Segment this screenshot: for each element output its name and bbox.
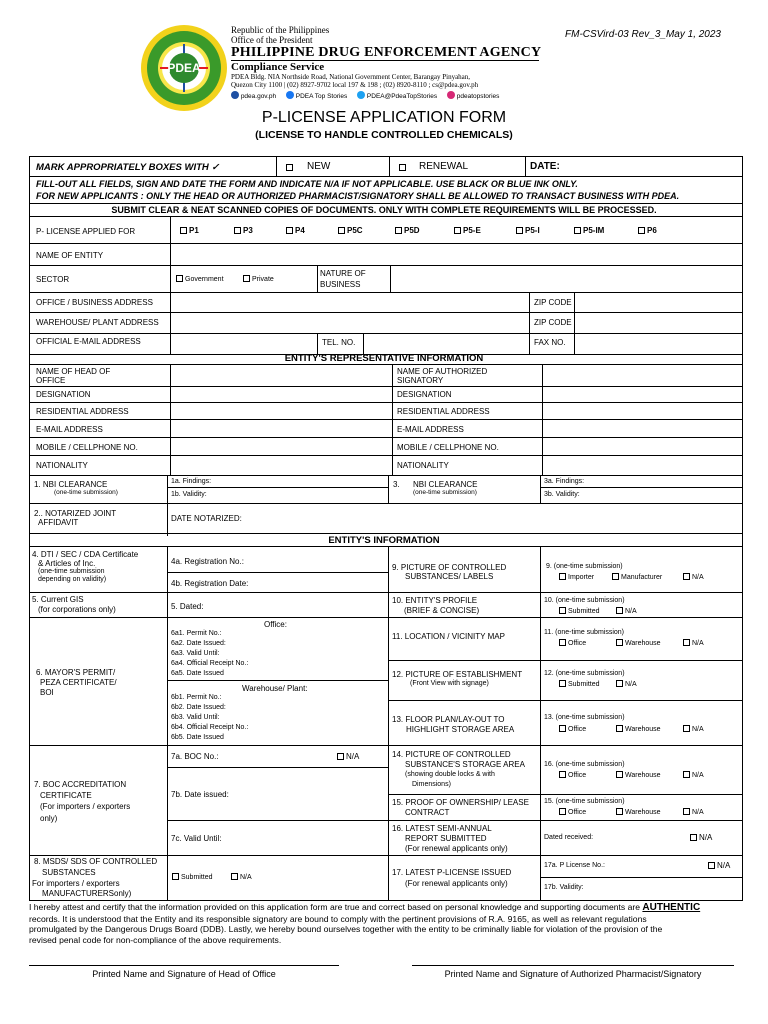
item-15-office-checkbox[interactable]: Office	[559, 808, 586, 817]
warehouse-address-label: WAREHOUSE/ PLANT ADDRESS	[36, 318, 159, 327]
item-13-check-label: 13. (one-time submission)	[544, 714, 625, 721]
web-link[interactable]: pdea.gov.ph	[240, 93, 277, 100]
importer-checkbox[interactable]: Importer	[559, 573, 594, 582]
mark-label: MARK APPROPRIATELY BOXES WITH ✓	[36, 162, 220, 173]
item-15-label-1: 15. PROOF OF OWNERSHIP/ LEASE	[392, 798, 529, 807]
item-17-label-2: (For renewal applicants only)	[405, 879, 508, 888]
logo-text: PDEA	[167, 61, 201, 75]
agency-name: PHILIPPINE DRUG ENFORCEMENT AGENCY	[231, 45, 542, 60]
form-code: FM-CSVird-03 Rev_3_May 1, 2023	[565, 29, 721, 40]
office-item-1: 6a1. Permit No.:	[171, 630, 222, 637]
item-15-warehouse-checkbox[interactable]: Warehouse	[616, 808, 661, 817]
item-14-label-1: 14. PICTURE OF CONTROLLED	[392, 750, 511, 759]
item-11-na-checkbox[interactable]: N/A	[683, 639, 704, 648]
item-11-check-label: 11. (one-time submission)	[544, 629, 625, 636]
item-16-label-3: (For renewal applicants only)	[405, 844, 508, 853]
new-checkbox[interactable]	[286, 162, 295, 172]
license-option-p3[interactable]: P3	[234, 226, 253, 235]
item-10-check-label: 10. (one-time submission)	[544, 597, 625, 604]
license-label: P- LICENSE APPLIED FOR	[36, 227, 136, 236]
item-12-na-checkbox[interactable]: N/A	[616, 680, 637, 689]
boc-date-issued-label: 7b. Date issued:	[171, 790, 229, 799]
item-17-na-checkbox[interactable]: N/A	[708, 861, 730, 870]
item-12-label-1: 12. PICTURE OF ESTABLISHMENT	[392, 670, 523, 679]
item-11-warehouse-checkbox[interactable]: Warehouse	[616, 639, 661, 648]
designation-label-1: DESIGNATION	[36, 390, 91, 399]
fax-label: FAX NO.	[534, 338, 566, 347]
item-16-label-1: 16. LATEST SEMI-ANNUAL	[392, 824, 492, 833]
rep-email-label-2: E-MAIL ADDRESS	[397, 425, 464, 434]
auth-signatory-label-1: NAME OF AUTHORIZED	[397, 367, 488, 376]
item-9-label-1: 9. PICTURE OF CONTROLLED	[392, 563, 507, 572]
item-17-label-1: 17. LATEST P-LICENSE ISSUED	[392, 868, 512, 877]
office-item-2: 6a2. Date Issued:	[171, 640, 226, 647]
instagram-link[interactable]: pdeatopstories	[456, 93, 500, 100]
attestation-text	[29, 902, 743, 945]
validity-1b: 1b. Validity:	[171, 491, 207, 498]
auth-signatory-label-2: SIGNATORY	[397, 376, 444, 385]
mayor-label-3: BOI	[40, 688, 54, 697]
email-label: OFFICIAL E-MAIL ADDRESS	[36, 337, 141, 346]
zip-code-label-2: ZIP CODE	[534, 318, 572, 327]
manufacturer-checkbox[interactable]: Manufacturer	[612, 573, 662, 582]
msds-submitted-checkbox[interactable]: Submitted	[172, 873, 213, 882]
joint-affidavit-label-2: AFFIDAVIT	[38, 518, 79, 527]
mayor-label-1: 6. MAYOR'S PERMIT/	[36, 668, 116, 677]
office-item-4: 6a4. Official Receipt No.:	[171, 660, 249, 667]
warehouse-item-3: 6b3. Valid Until:	[171, 714, 220, 721]
warehouse-item-4: 6b4. Official Receipt No.:	[171, 724, 249, 731]
renewal-checkbox[interactable]	[399, 162, 408, 172]
residential-label-1: RESIDENTIAL ADDRESS	[36, 407, 129, 416]
nationality-label-2: NATIONALITY	[397, 461, 449, 470]
sector-label: SECTOR	[36, 275, 70, 284]
compliance-service-text: Compliance Service	[231, 61, 325, 73]
mobile-label-2: MOBILE / CELLPHONE NO.	[397, 443, 499, 452]
license-option-p4[interactable]: P4	[286, 226, 305, 235]
findings-3a: 3a. Findings:	[544, 478, 585, 485]
mobile-label-1: MOBILE / CELLPHONE NO.	[36, 443, 138, 452]
joint-affidavit-label-1: 2.. NOTARIZED JOINT	[34, 509, 117, 518]
nbi-sub-3: (one-time submission)	[413, 489, 477, 496]
boc-label-2: CERTIFICATE	[40, 791, 92, 800]
nbi-label-3: NBI CLEARANCE	[413, 480, 478, 489]
item-13-na-checkbox[interactable]: N/A	[683, 725, 704, 734]
msds-na-checkbox[interactable]: N/A	[231, 873, 252, 882]
p-license-validity-label: 17b. Validity:	[544, 884, 584, 891]
date-label: DATE:	[530, 161, 560, 172]
head-signature-line[interactable]	[29, 965, 339, 966]
dti-label-3: (one-time submission	[38, 568, 105, 575]
warehouse-item-5: 6b5. Date Issued	[171, 734, 224, 741]
attestation-line-3: promulgated by the Dangerous Drugs Board (DDB). Lastly, we hereby bound ourselves together with the entity to be criminally liable for violation of the provision of the	[29, 924, 663, 934]
office-item-5: 6a5. Date Issued	[171, 670, 224, 677]
entity-name-field[interactable]	[171, 244, 742, 264]
warehouse-item-2: 6b2. Date Issued:	[171, 704, 226, 711]
item-13-warehouse-checkbox[interactable]: Warehouse	[616, 725, 661, 734]
mayor-label-2: PEZA CERTIFICATE/	[40, 678, 117, 687]
nature-label-1: NATURE OF	[320, 269, 366, 278]
attestation-line-4: revised penal code for non-compliance of the above requirements.	[29, 934, 282, 945]
item-14-warehouse-checkbox[interactable]: Warehouse	[616, 771, 661, 780]
designation-label-2: DESIGNATION	[397, 390, 452, 399]
zip-code-label-1: ZIP CODE	[534, 298, 572, 307]
license-option-p5d[interactable]: P5D	[395, 226, 420, 235]
p-license-no-label: 17a. P License No.:	[544, 862, 605, 869]
pharmacist-signature-label: Printed Name and Signature of Authorized Pharmacist/Signatory	[444, 969, 702, 979]
item-12-check-label: 12. (one-time submission)	[544, 670, 625, 677]
rep-heading: ENTITY'S REPRESENTATIVE INFORMATION	[284, 353, 484, 364]
findings-1a: 1a. Findings:	[171, 478, 212, 485]
item-16-dated-received-label: Dated received:	[544, 834, 594, 841]
private-checkbox[interactable]: Private	[243, 275, 274, 284]
address-line-1: PDEA Bldg. NIA Northside Road, National Government Center, Barangay Pinyahan,	[231, 73, 471, 81]
boc-label-4: only)	[40, 814, 58, 823]
item-16-label-2: REPORT SUBMITTED	[405, 834, 487, 843]
entity-name-label: NAME OF ENTITY	[36, 251, 104, 260]
dti-label-2: & Articles of Inc.	[38, 559, 96, 568]
instruction-line-1: FILL-OUT ALL FIELDS, SIGN AND DATE THE FORM AND INDICATE N/A IF NOT APPLICABLE. USE BLACK OR BLUE INK ONLY.	[36, 179, 578, 189]
office-item-3: 6a3. Valid Until:	[171, 650, 220, 657]
validity-3b: 3b. Validity:	[544, 491, 580, 498]
head-office-label-2: OFFICE	[36, 376, 66, 385]
item-15-na-checkbox[interactable]: N/A	[683, 808, 704, 817]
nbi-label-1: 1. NBI CLEARANCE	[34, 480, 108, 489]
nature-label-2: BUSINESS	[320, 280, 361, 289]
item-11-office-checkbox[interactable]: Office	[559, 639, 586, 648]
item-10-label-1: 10. ENTITY'S PROFILE	[392, 596, 478, 605]
item-16-na-checkbox[interactable]: N/A	[690, 833, 712, 842]
item-9-check-label: 9. (one-time submission)	[546, 563, 623, 570]
msds-label-2: SUBSTANCES	[42, 868, 96, 877]
item-15-label-2: CONTRACT	[405, 808, 450, 817]
item-14-label-2: SUBSTANCE'S STORAGE AREA	[405, 760, 525, 769]
address-line-2: Quezon City 1100 | (02) 8927-9702 local 197 & 198 ; (02) 8920-8110 ; cs@pdea.gov.ph	[231, 81, 479, 89]
item-13-label-2: HIGHLIGHT STORAGE AREA	[406, 725, 515, 734]
head-office-label-1: NAME OF HEAD OF	[36, 367, 111, 376]
msds-label-4: MANUFACTURERSonly)	[42, 889, 132, 898]
tel-label: TEL. NO.	[322, 338, 356, 347]
item-11-label: 11. LOCATION / VICINITY MAP	[392, 632, 505, 641]
nbi-sub-1: (one-time submission)	[54, 489, 118, 496]
attestation-line-2: records. It is understood that the Entity and its responsible signatory are bound to comply with the pertinent provisions of R.A. 9165, as well as relevant regulations	[29, 913, 647, 924]
office-sub-heading: Office:	[264, 620, 287, 629]
head-signature-label: Printed Name and Signature of Head of Office	[92, 969, 276, 979]
item-14-office-checkbox[interactable]: Office	[559, 771, 586, 780]
renewal-label: RENEWAL	[419, 161, 469, 172]
instruction-line-2: FOR NEW APPLICANTS : ONLY THE HEAD OR AUTHORIZED PHARMACIST/SIGNATORY SHALL BE ALLOWED TO TRANSACT BUSINESS WITH PDEA.	[36, 191, 680, 201]
new-label: NEW	[307, 161, 331, 172]
registration-date-label: 4b. Registration Date:	[171, 579, 249, 588]
item-9-na-checkbox[interactable]: N/A	[683, 573, 704, 582]
license-option-p1[interactable]: P1	[180, 226, 199, 235]
item-15-check-label: 15. (one-time submission)	[544, 798, 625, 805]
attestation-line-1: I hereby attest and certify that the information provided on this application form are true and correct based on personal knowledge and supporting documents are	[29, 902, 640, 912]
item-13-office-checkbox[interactable]: Office	[559, 725, 586, 734]
pharmacist-signature-line[interactable]	[412, 965, 734, 966]
gis-label-1: 5. Current GIS	[32, 595, 84, 604]
license-option-p5im[interactable]: P5-IM	[574, 226, 604, 235]
office-address-label: OFFICE / BUSINESS ADDRESS	[36, 298, 153, 307]
license-option-p5c[interactable]: P5C	[338, 226, 363, 235]
boc-na-checkbox[interactable]: N/A	[337, 752, 359, 761]
twitter-link[interactable]: PDEA@PdeaTopStories	[366, 93, 438, 100]
dti-label-4: depending on validity)	[38, 576, 107, 583]
form-subtitle: (LICENSE TO HANDLE CONTROLLED CHEMICALS)	[255, 129, 513, 141]
office-of-president-text: Office of the President	[231, 35, 313, 45]
government-checkbox[interactable]: Government	[176, 275, 224, 284]
registration-no-label: 4a. Registration No.:	[171, 557, 244, 566]
license-option-p5i[interactable]: P5-I	[516, 226, 540, 235]
item-14-label-4: Dimensions)	[412, 781, 451, 788]
item-9-label-2: SUBSTANCES/ LABELS	[405, 572, 494, 581]
item-10-label-2: (BRIEF & CONCISE)	[404, 606, 480, 615]
item-12-submitted-checkbox[interactable]: Submitted	[559, 680, 600, 689]
item-14-check-label: 16. (one-time submission)	[544, 761, 625, 768]
dti-label-1: 4. DTI / SEC / CDA Certificate	[32, 550, 139, 559]
facebook-link[interactable]: PDEA Top Stories	[295, 93, 348, 100]
boc-no-label: 7a. BOC No.:	[171, 752, 219, 761]
nbi-number-3: 3.	[393, 480, 400, 489]
instruction-line-3: SUBMIT CLEAR & NEAT SCANNED COPIES OF DOCUMENTS. ONLY WITH COMPLETE REQUIREMENTS WILL BE PROCESSED.	[111, 205, 657, 215]
rep-email-label-1: E-MAIL ADDRESS	[36, 425, 103, 434]
item-14-label-3: (showing double locks & with	[405, 771, 495, 778]
warehouse-sub-heading: Warehouse/ Plant:	[242, 684, 308, 693]
authentic-text: AUTHENTIC	[642, 902, 701, 913]
item-14-na-checkbox[interactable]: N/A	[683, 771, 704, 780]
residential-label-2: RESIDENTIAL ADDRESS	[397, 407, 490, 416]
item-10-submitted-checkbox[interactable]: Submitted	[559, 607, 600, 616]
boc-label-3: (For importers / exporters	[40, 802, 131, 811]
warehouse-item-1: 6b1. Permit No.:	[171, 694, 222, 701]
nationality-label-1: NATIONALITY	[36, 461, 88, 470]
form-title: P-LICENSE APPLICATION FORM	[261, 109, 507, 126]
msds-label-3: For importers / exporters	[32, 879, 120, 888]
msds-label-1: 8. MSDS/ SDS OF CONTROLLED	[34, 857, 158, 866]
item-10-na-checkbox[interactable]: N/A	[616, 607, 637, 616]
license-option-p5e[interactable]: P5-E	[454, 226, 481, 235]
gis-label-2: (for corporations only)	[38, 605, 116, 614]
republic-text: Republic of the Philippines	[231, 25, 330, 35]
info-heading: ENTITY'S INFORMATION	[328, 535, 440, 546]
license-option-p6[interactable]: P6	[638, 226, 657, 235]
item-12-label-2: (Front View with signage)	[410, 680, 489, 687]
dated-label: 5. Dated:	[171, 602, 204, 611]
date-notarized-label: DATE NOTARIZED:	[171, 514, 242, 523]
item-13-label-1: 13. FLOOR PLAN/LAY-OUT TO	[392, 715, 505, 724]
boc-label-1: 7. BOC ACCREDITATION	[34, 780, 127, 789]
boc-valid-until-label: 7c. Valid Until:	[171, 834, 222, 843]
